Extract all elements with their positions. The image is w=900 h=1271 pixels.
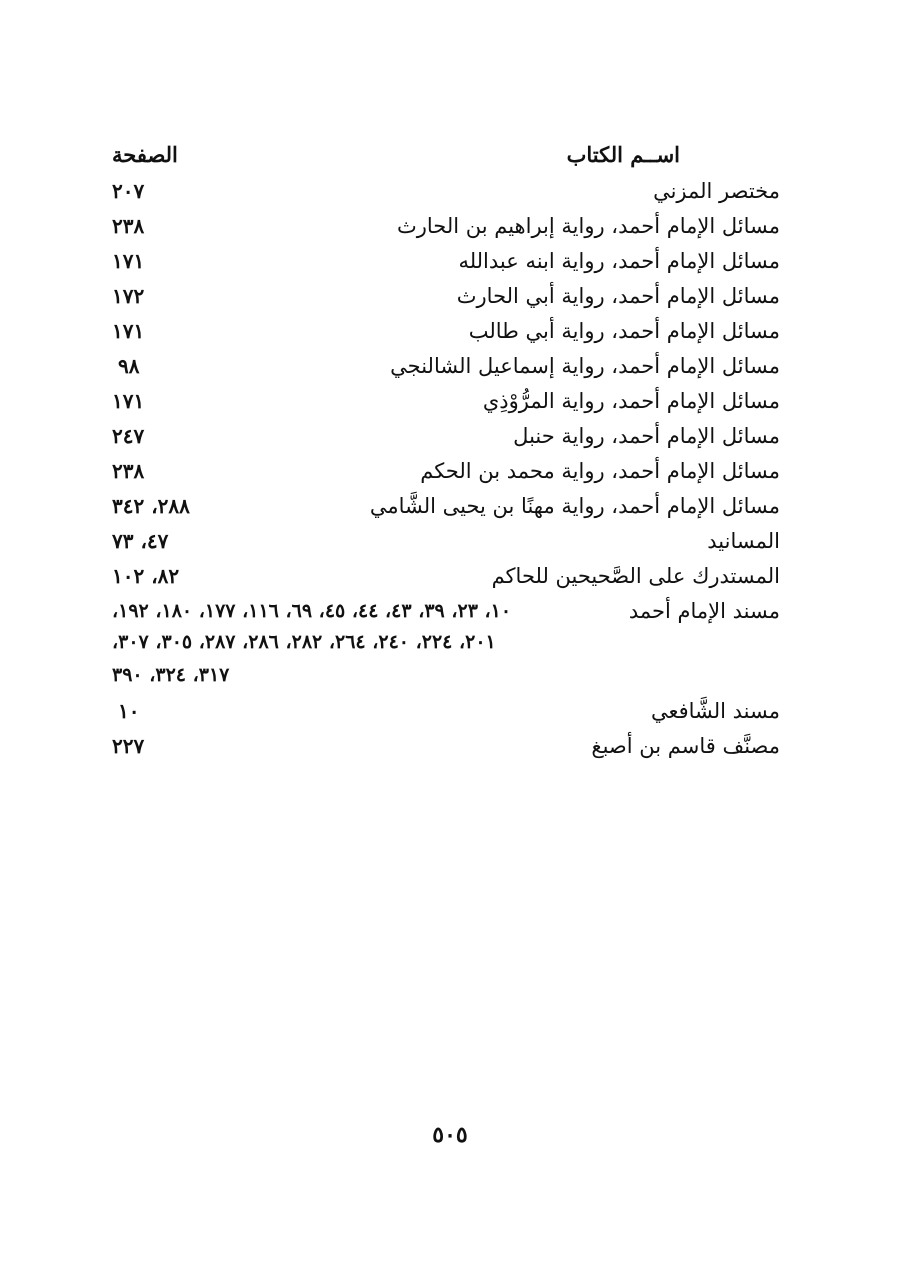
index-row xyxy=(112,419,780,453)
index-row xyxy=(112,349,780,383)
page-refs-continued: ٢٠١، ٢٢٤، ٢٤٠، ٢٦٤، ٢٨٢، ٢٨٦، ٢٨٧، ٣٠٥، ٣٠٧، xyxy=(112,631,496,653)
page-refs: ٢٣٨ xyxy=(112,214,145,238)
book-title: مسائل الإمام أحمد، رواية المرُّوْذِي xyxy=(482,389,780,413)
book-title: مسند الشَّافعي xyxy=(650,699,780,723)
book-title: مسائل الإمام أحمد، رواية أبي طالب xyxy=(468,319,780,343)
index-row xyxy=(112,454,780,488)
page-refs-continued: ٣١٧، ٣٢٤، ٣٩٠ xyxy=(112,664,230,686)
index-row xyxy=(112,244,780,278)
index-row xyxy=(112,559,780,593)
book-title: مختصر المزني xyxy=(653,179,780,203)
page-refs: ٢٨٨، ٣٤٢ xyxy=(112,494,190,518)
book-title: مسائل الإمام أحمد، رواية مهنًا بن يحيى الشَّامي xyxy=(369,494,780,518)
page-refs: ١٧١ xyxy=(112,389,145,413)
book-title: المسانيد xyxy=(707,529,780,553)
page-refs: ٢٤٧ xyxy=(112,424,145,448)
book-title: مسائل الإمام أحمد، رواية محمد بن الحكم xyxy=(420,459,780,483)
book-title: مسائل الإمام أحمد، رواية أبي الحارث xyxy=(456,284,780,308)
page-refs: ١٠ xyxy=(118,699,140,723)
index-row xyxy=(112,279,780,313)
page-number: ٥٠٥ xyxy=(432,1122,468,1148)
book-title: مسائل الإمام أحمد، رواية إسماعيل الشالنجي xyxy=(390,354,780,378)
index-row-continuation xyxy=(112,658,780,692)
index-row-musnad xyxy=(112,594,780,628)
page-refs: ١٧١ xyxy=(112,319,145,343)
book-title: مسائل الإمام أحمد، رواية ابنه عبدالله xyxy=(458,249,780,273)
page-refs: ١٧٢ xyxy=(112,284,145,308)
index-header xyxy=(112,138,780,172)
page-refs: ١٠، ٢٣، ٣٩، ٤٣، ٤٤، ٤٥، ٦٩، ١١٦، ١٧٧، ١٨٠، ١٩٢، xyxy=(112,600,512,622)
page-refs: ٩٨ xyxy=(118,354,140,378)
index-row xyxy=(112,729,780,763)
index-row xyxy=(112,209,780,243)
index-row xyxy=(112,524,780,558)
index-row xyxy=(112,489,780,523)
index-row xyxy=(112,384,780,418)
book-name-header: اســم الكتاب xyxy=(566,142,680,167)
page-refs: ١٧١ xyxy=(112,249,145,273)
index-row xyxy=(112,694,780,728)
book-title: مسائل الإمام أحمد، رواية إبراهيم بن الحارث xyxy=(396,214,780,238)
page-refs: ٢٠٧ xyxy=(112,179,145,203)
index-row xyxy=(112,314,780,348)
index-row xyxy=(112,174,780,208)
book-title: مسند الإمام أحمد xyxy=(628,599,780,623)
book-title: مصنَّف قاسم بن أصبغ xyxy=(591,734,780,758)
page-refs: ٢٣٨ xyxy=(112,459,145,483)
book-title: المستدرك على الصَّحيحين للحاكم xyxy=(491,564,780,588)
index-row-continuation xyxy=(112,625,780,659)
book-title: مسائل الإمام أحمد، رواية حنبل xyxy=(513,424,780,448)
page-header: الصفحة xyxy=(112,142,178,167)
page-refs: ٢٢٧ xyxy=(112,734,145,758)
page-refs: ٤٧، ٧٣ xyxy=(112,529,169,553)
page-refs: ٨٢، ١٠٢ xyxy=(112,564,180,588)
